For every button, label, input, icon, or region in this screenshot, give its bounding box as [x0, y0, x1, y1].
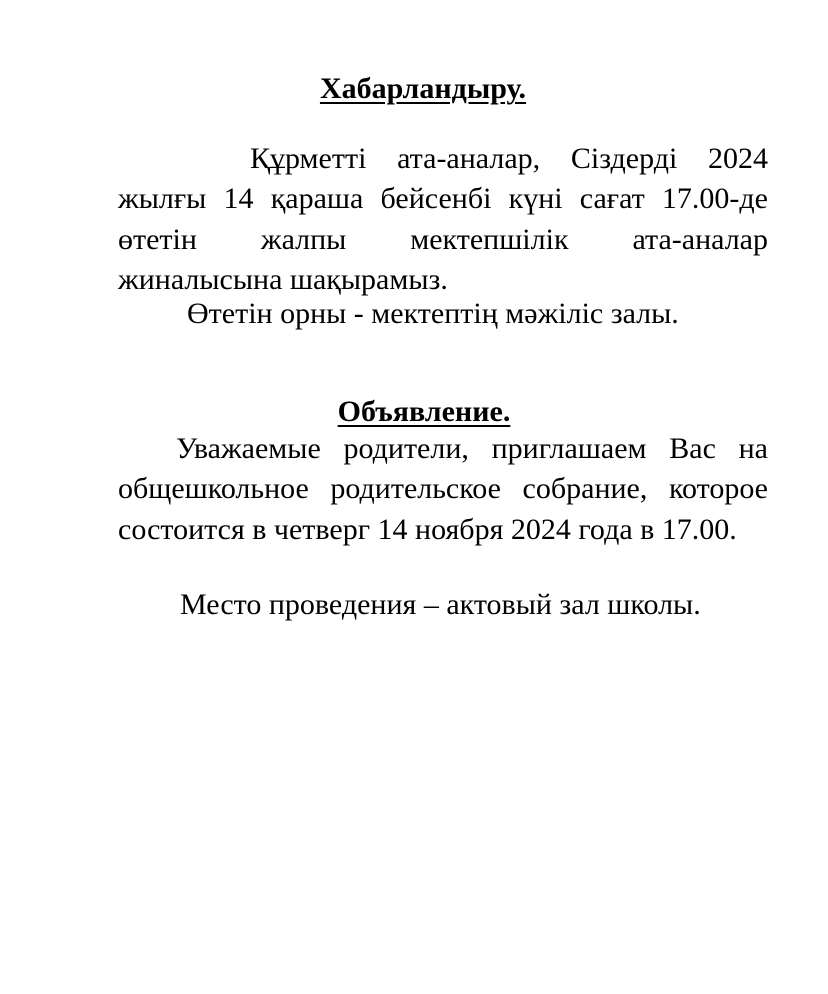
russian-body: Уважаемые родители, приглашаем Вас на общешкольное родительское собрание, которое состоится в четверг 14 ноября 2024 года в 17.00. — [118, 432, 768, 546]
kazakh-place: Өтетін орны - мектептің мәжіліс залы. — [187, 297, 679, 330]
kazakh-title: Хабарландыру. — [319, 72, 527, 105]
russian-place: Место проведения – актовый зал школы. — [180, 588, 701, 621]
kazakh-body: Құрметті ата-аналар, Сіздерді 2024 жылғы 14 қараша бейсенбі күні сағат 17.00-де өтетін жалпы мектепшілік ата-аналар жиналысына шақырамыз. — [118, 142, 768, 297]
russian-title: Объявление. — [337, 395, 511, 428]
